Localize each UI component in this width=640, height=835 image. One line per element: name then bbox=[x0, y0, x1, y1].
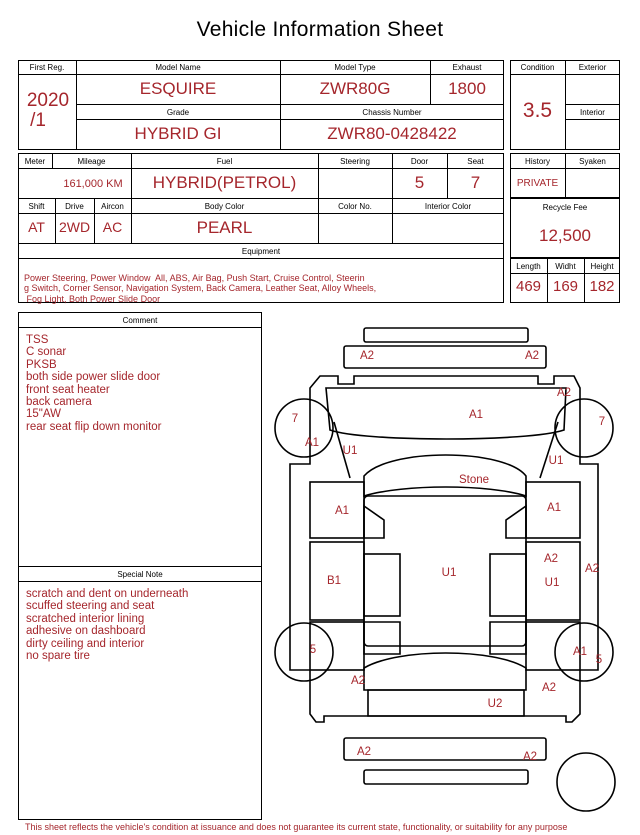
list-item: scratched interior lining bbox=[26, 612, 145, 625]
exhaust-label: Exhaust bbox=[452, 63, 482, 72]
first-reg-month: /1 bbox=[30, 110, 46, 131]
list-item: both side power slide door bbox=[26, 371, 161, 384]
car-damage-diagram bbox=[268, 318, 628, 818]
mark-wheel-front-right: 7 bbox=[598, 416, 606, 428]
width-label: Widht bbox=[555, 262, 576, 271]
mark-front-left-door: A1 bbox=[334, 505, 350, 517]
mark-rear-bumper-right: A2 bbox=[522, 751, 538, 763]
list-item: rear seat flip down monitor bbox=[26, 420, 162, 433]
body-color-label: Body Color bbox=[204, 202, 245, 211]
list-item: 15"AW bbox=[26, 408, 61, 421]
list-item: PKSB bbox=[26, 358, 57, 371]
history-value: PRIVATE bbox=[516, 178, 559, 189]
drive-value: 2WD bbox=[58, 219, 91, 235]
interior-label: Interior bbox=[580, 108, 605, 117]
width-value: 169 bbox=[552, 278, 579, 295]
first-reg-label: First Reg. bbox=[29, 63, 65, 72]
model-name-label: Model Name bbox=[155, 63, 201, 72]
equipment-text bbox=[24, 262, 376, 315]
comment-list bbox=[26, 334, 162, 433]
drive-label: Drive bbox=[65, 202, 84, 211]
grade-label: Grade bbox=[166, 108, 190, 117]
interior-color-label: Interior Color bbox=[424, 202, 472, 211]
mark-rear-bumper-left: A2 bbox=[356, 746, 372, 758]
list-item: front seat heater bbox=[26, 383, 110, 396]
mark-rear-left-corner: A2 bbox=[350, 675, 366, 687]
seat-value: 7 bbox=[470, 173, 481, 192]
length-value: 469 bbox=[515, 278, 542, 295]
mark-pillar-left: U1 bbox=[342, 445, 358, 457]
list-item: adhesive on dashboard bbox=[26, 625, 146, 638]
mark-rear-right-wheel: A1 bbox=[572, 646, 588, 658]
door-value: 5 bbox=[414, 173, 425, 192]
mark-pillar-right: U1 bbox=[548, 455, 564, 467]
page-title: Vehicle Information Sheet bbox=[196, 18, 444, 41]
list-item: C sonar bbox=[26, 346, 67, 359]
mileage-label: Mileage bbox=[77, 157, 106, 166]
shift-label: Shift bbox=[28, 202, 45, 211]
grade-value: HYBRID GI bbox=[134, 124, 222, 143]
fuel-label: Fuel bbox=[216, 157, 233, 166]
body-color-value: PEARL bbox=[196, 218, 253, 237]
fuel-value: HYBRID(PETROL) bbox=[152, 173, 297, 192]
special-note-list bbox=[26, 588, 188, 662]
list-item: TSS bbox=[26, 334, 49, 346]
condition-label: Condition bbox=[520, 63, 555, 72]
mark-windshield: Stone bbox=[458, 474, 490, 486]
recycle-label: Recycle Fee bbox=[542, 203, 588, 212]
exterior-label: Exterior bbox=[578, 63, 607, 72]
color-no-label: Color No. bbox=[338, 202, 372, 211]
model-name-value: ESQUIRE bbox=[139, 79, 217, 98]
mark-front-bumper-left: A2 bbox=[359, 350, 375, 362]
mark-right-quarter: A2 bbox=[584, 563, 600, 575]
mark-wheel-front-left: 7 bbox=[291, 413, 299, 425]
mark-hood: A1 bbox=[468, 409, 484, 421]
model-type-label: Model Type bbox=[334, 63, 376, 72]
mark-rear-left-door: B1 bbox=[326, 575, 342, 587]
list-item: dirty ceiling and interior bbox=[26, 637, 145, 650]
height-value: 182 bbox=[589, 278, 615, 295]
syaken-label: Syaken bbox=[579, 157, 606, 166]
height-label: Height bbox=[590, 262, 614, 271]
mark-front-bumper-right: A2 bbox=[524, 350, 540, 362]
door-label: Door bbox=[410, 157, 429, 166]
mark-back-door: U2 bbox=[487, 698, 503, 710]
mark-front-right-door: A1 bbox=[546, 502, 562, 514]
equipment-line: Fog Light, Both Power Slide Door bbox=[24, 293, 161, 304]
exhaust-value: 1800 bbox=[448, 79, 486, 98]
seat-label: Seat bbox=[467, 157, 484, 166]
model-type-value: ZWR80G bbox=[319, 79, 391, 98]
mark-rear-right-door: U1 bbox=[544, 577, 560, 589]
equipment-line: Power Steering, Power Window All, ABS, Air Bag, Push Start, Cruise Control, Steerin bbox=[24, 272, 365, 283]
chassis-value: ZWR80-0428422 bbox=[327, 124, 457, 143]
mark-front-left-fender: A1 bbox=[304, 437, 320, 449]
mark-rear-right-corner: A2 bbox=[541, 682, 557, 694]
steering-label: Steering bbox=[340, 157, 370, 166]
list-item: no spare tire bbox=[26, 650, 90, 663]
recycle-value: 12,500 bbox=[539, 226, 591, 245]
condition-value: 3.5 bbox=[522, 99, 553, 122]
mileage-value: 161,000 KM bbox=[63, 178, 123, 190]
aircon-label: Aircon bbox=[101, 202, 124, 211]
chassis-label: Chassis Number bbox=[362, 108, 422, 117]
list-item: back camera bbox=[26, 396, 92, 409]
mark-roof: U1 bbox=[441, 567, 457, 579]
mark-front-left-fender-top: A2 bbox=[556, 387, 572, 399]
equipment-line: g Switch, Corner Sensor, Navigation System, Back Camera, Leather Seat, Alloy Wheels, bbox=[24, 283, 377, 293]
list-item: scratch and dent on underneath bbox=[26, 588, 189, 600]
disclaimer-footer: This sheet reflects the vehicle's condition at issuance and does not guarantee its current state, functionality, or suitability for any purpose bbox=[25, 822, 568, 832]
mark-wheel-rear-left: 5 bbox=[309, 644, 317, 656]
shift-value: AT bbox=[28, 219, 45, 235]
mark-wheel-rear-right: 5 bbox=[595, 654, 603, 666]
comment-label: Comment bbox=[122, 316, 158, 325]
special-note-label: Special Note bbox=[117, 570, 163, 579]
meter-label: Meter bbox=[24, 157, 46, 166]
equipment-label: Equipment bbox=[241, 247, 281, 256]
aircon-value: AC bbox=[102, 219, 123, 235]
mark-rear-right-door-top: A2 bbox=[543, 553, 559, 565]
length-label: Length bbox=[516, 262, 541, 271]
list-item: scuffed steering and seat bbox=[26, 600, 155, 613]
first-reg-year: 2020 bbox=[26, 90, 70, 111]
history-label: History bbox=[525, 157, 550, 166]
